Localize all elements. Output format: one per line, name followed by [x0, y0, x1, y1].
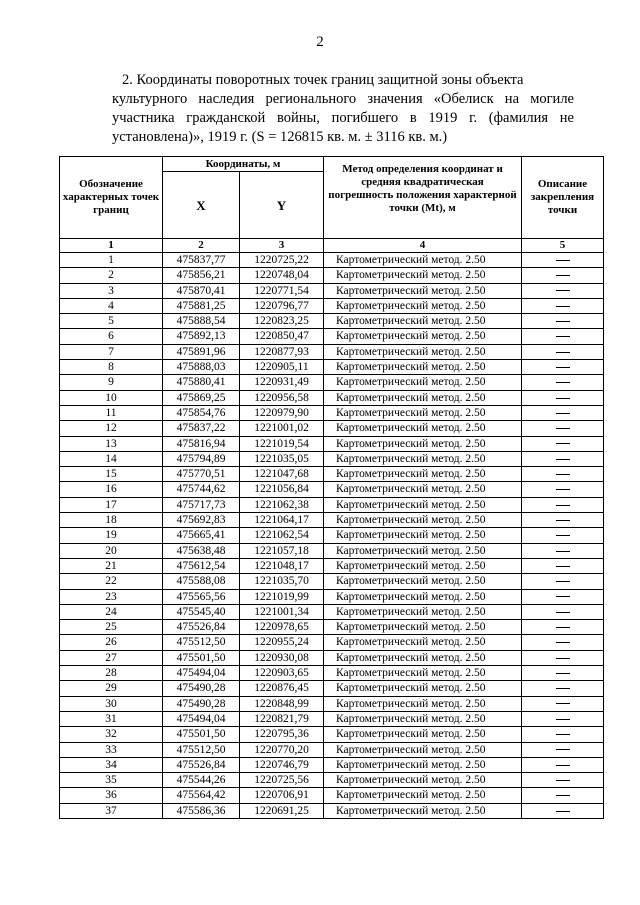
table-row — [60, 589, 604, 604]
dash-mark — [556, 398, 570, 399]
point-number-cell: 27 — [60, 650, 163, 665]
x-coordinate-cell: 475564,42 — [163, 788, 240, 803]
point-number-cell: 30 — [60, 696, 163, 711]
dash-mark — [556, 459, 570, 460]
index-cell: 4 — [324, 239, 522, 253]
y-coordinate-cell: 1221019,99 — [240, 589, 324, 604]
table-row — [60, 268, 604, 283]
header-y: Y — [240, 172, 324, 239]
point-number-cell: 32 — [60, 727, 163, 742]
table-row — [60, 696, 604, 711]
y-coordinate-cell: 1220725,22 — [240, 253, 324, 268]
point-number-cell: 15 — [60, 467, 163, 482]
point-number-cell: 28 — [60, 666, 163, 681]
y-coordinate-cell: 1221047,68 — [240, 467, 324, 482]
x-coordinate-cell: 475586,36 — [163, 803, 240, 818]
description-cell — [522, 513, 604, 528]
description-cell — [522, 283, 604, 298]
method-cell: Картометрический метод. 2.50 — [324, 421, 522, 436]
point-number-cell: 12 — [60, 421, 163, 436]
dash-mark — [556, 658, 570, 659]
y-coordinate-cell: 1220746,79 — [240, 757, 324, 772]
table-row — [60, 773, 604, 788]
description-cell — [522, 788, 604, 803]
y-coordinate-cell: 1220748,04 — [240, 268, 324, 283]
table-row — [60, 360, 604, 375]
description-cell — [522, 803, 604, 818]
y-coordinate-cell: 1221056,84 — [240, 482, 324, 497]
point-number-cell: 8 — [60, 360, 163, 375]
x-coordinate-cell: 475665,41 — [163, 528, 240, 543]
table-row — [60, 788, 604, 803]
description-cell — [522, 497, 604, 512]
point-number-cell: 18 — [60, 513, 163, 528]
x-coordinate-cell: 475880,41 — [163, 375, 240, 390]
table-row — [60, 283, 604, 298]
dash-mark — [556, 520, 570, 521]
y-coordinate-cell: 1220903,65 — [240, 666, 324, 681]
method-cell: Картометрический метод. 2.50 — [324, 650, 522, 665]
x-coordinate-cell: 475870,41 — [163, 283, 240, 298]
method-cell: Картометрический метод. 2.50 — [324, 589, 522, 604]
method-cell: Картометрический метод. 2.50 — [324, 329, 522, 344]
y-coordinate-cell: 1220796,77 — [240, 298, 324, 313]
dash-mark — [556, 581, 570, 582]
description-cell — [522, 421, 604, 436]
method-cell: Картометрический метод. 2.50 — [324, 482, 522, 497]
description-cell — [522, 650, 604, 665]
x-coordinate-cell: 475512,50 — [163, 742, 240, 757]
description-cell — [522, 589, 604, 604]
method-cell: Картометрический метод. 2.50 — [324, 253, 522, 268]
description-cell — [522, 528, 604, 543]
y-coordinate-cell: 1221062,38 — [240, 497, 324, 512]
dash-mark — [556, 703, 570, 704]
index-cell: 3 — [240, 239, 324, 253]
dash-mark — [556, 642, 570, 643]
dash-mark — [556, 811, 570, 812]
x-coordinate-cell: 475888,54 — [163, 314, 240, 329]
method-cell: Картометрический метод. 2.50 — [324, 574, 522, 589]
x-coordinate-cell: 475565,56 — [163, 589, 240, 604]
dash-mark — [556, 260, 570, 261]
dash-mark — [556, 306, 570, 307]
method-cell: Картометрический метод. 2.50 — [324, 344, 522, 359]
y-coordinate-cell: 1221035,70 — [240, 574, 324, 589]
header-method — [324, 157, 522, 239]
description-cell — [522, 757, 604, 772]
point-number-cell: 23 — [60, 589, 163, 604]
dash-mark — [556, 413, 570, 414]
description-cell — [522, 390, 604, 405]
table-row — [60, 344, 604, 359]
point-number-cell: 10 — [60, 390, 163, 405]
description-cell — [522, 558, 604, 573]
table-row — [60, 727, 604, 742]
description-cell — [522, 635, 604, 650]
table-row — [60, 436, 604, 451]
table-row — [60, 558, 604, 573]
method-cell: Картометрический метод. 2.50 — [324, 742, 522, 757]
table-row — [60, 666, 604, 681]
table-row — [60, 543, 604, 558]
dash-mark — [556, 566, 570, 567]
description-cell — [522, 574, 604, 589]
x-coordinate-cell: 475692,83 — [163, 513, 240, 528]
method-cell: Картометрический метод. 2.50 — [324, 711, 522, 726]
dash-mark — [556, 428, 570, 429]
method-cell: Картометрический метод. 2.50 — [324, 696, 522, 711]
dash-mark — [556, 443, 570, 444]
x-coordinate-cell: 475744,62 — [163, 482, 240, 497]
header-point: Обозначение характерных точек границ — [60, 157, 163, 239]
dash-mark — [556, 627, 570, 628]
point-number-cell: 13 — [60, 436, 163, 451]
y-coordinate-cell: 1220850,47 — [240, 329, 324, 344]
table-row — [60, 314, 604, 329]
description-cell — [522, 620, 604, 635]
description-cell — [522, 773, 604, 788]
table-row — [60, 620, 604, 635]
dash-mark — [556, 612, 570, 613]
y-coordinate-cell: 1220955,24 — [240, 635, 324, 650]
dash-mark — [556, 474, 570, 475]
description-cell — [522, 727, 604, 742]
dash-mark — [556, 275, 570, 276]
description-cell — [522, 436, 604, 451]
x-coordinate-cell: 475494,04 — [163, 666, 240, 681]
description-cell — [522, 711, 604, 726]
y-coordinate-cell: 1221064,17 — [240, 513, 324, 528]
table-row — [60, 482, 604, 497]
method-cell: Картометрический метод. 2.50 — [324, 757, 522, 772]
page-number: 2 — [316, 34, 324, 50]
method-cell: Картометрический метод. 2.50 — [324, 375, 522, 390]
dash-mark — [556, 596, 570, 597]
dash-mark — [556, 505, 570, 506]
x-coordinate-cell: 475494,04 — [163, 711, 240, 726]
x-coordinate-cell: 475881,25 — [163, 298, 240, 313]
header-desc: Описание закрепления точки — [522, 157, 604, 239]
dash-mark — [556, 290, 570, 291]
description-cell — [522, 543, 604, 558]
y-coordinate-cell: 1220979,90 — [240, 405, 324, 420]
x-coordinate-cell: 475717,73 — [163, 497, 240, 512]
point-number-cell: 1 — [60, 253, 163, 268]
method-cell: Картометрический метод. 2.50 — [324, 620, 522, 635]
method-cell: Картометрический метод. 2.50 — [324, 314, 522, 329]
description-cell — [522, 375, 604, 390]
point-number-cell: 24 — [60, 604, 163, 619]
dash-mark — [556, 673, 570, 674]
method-cell: Картометрический метод. 2.50 — [324, 360, 522, 375]
description-cell — [522, 253, 604, 268]
method-cell: Картометрический метод. 2.50 — [324, 727, 522, 742]
x-coordinate-cell: 475869,25 — [163, 390, 240, 405]
table-row — [60, 467, 604, 482]
dash-mark — [556, 795, 570, 796]
method-cell: Картометрический метод. 2.50 — [324, 436, 522, 451]
method-cell: Картометрический метод. 2.50 — [324, 635, 522, 650]
table-row — [60, 528, 604, 543]
x-coordinate-cell: 475892,13 — [163, 329, 240, 344]
point-number-cell: 22 — [60, 574, 163, 589]
heading-line-1: 2. Координаты поворотных точек границ защитной зоны объекта — [122, 72, 524, 88]
table-row — [60, 451, 604, 466]
point-number-cell: 3 — [60, 283, 163, 298]
dash-mark — [556, 352, 570, 353]
coordinates-table — [59, 156, 604, 819]
x-coordinate-cell: 475588,08 — [163, 574, 240, 589]
method-cell: Картометрический метод. 2.50 — [324, 283, 522, 298]
point-number-cell: 16 — [60, 482, 163, 497]
index-row — [60, 239, 604, 253]
dash-mark — [556, 719, 570, 720]
y-coordinate-cell: 1220848,99 — [240, 696, 324, 711]
x-coordinate-cell: 475526,84 — [163, 620, 240, 635]
method-cell: Картометрический метод. 2.50 — [324, 390, 522, 405]
point-number-cell: 5 — [60, 314, 163, 329]
y-coordinate-cell: 1220930,08 — [240, 650, 324, 665]
x-coordinate-cell: 475501,50 — [163, 650, 240, 665]
point-number-cell: 6 — [60, 329, 163, 344]
point-number-cell: 19 — [60, 528, 163, 543]
dash-mark — [556, 336, 570, 337]
index-cell: 5 — [522, 239, 604, 253]
table-row — [60, 803, 604, 818]
table-row — [60, 604, 604, 619]
y-coordinate-cell: 1220931,49 — [240, 375, 324, 390]
method-cell: Картометрический метод. 2.50 — [324, 405, 522, 420]
method-cell: Картометрический метод. 2.50 — [324, 773, 522, 788]
x-coordinate-cell: 475490,28 — [163, 696, 240, 711]
dash-mark — [556, 749, 570, 750]
y-coordinate-cell: 1220876,45 — [240, 681, 324, 696]
y-coordinate-cell: 1221062,54 — [240, 528, 324, 543]
point-number-cell: 7 — [60, 344, 163, 359]
y-coordinate-cell: 1220978,65 — [240, 620, 324, 635]
x-coordinate-cell: 475545,40 — [163, 604, 240, 619]
description-cell — [522, 681, 604, 696]
y-coordinate-cell: 1221048,17 — [240, 558, 324, 573]
x-coordinate-cell: 475490,28 — [163, 681, 240, 696]
method-cell: Картометрический метод. 2.50 — [324, 497, 522, 512]
point-number-cell: 4 — [60, 298, 163, 313]
description-cell — [522, 482, 604, 497]
header-coords: Координаты, м — [163, 157, 324, 172]
y-coordinate-cell: 1220795,36 — [240, 727, 324, 742]
y-coordinate-cell: 1220691,25 — [240, 803, 324, 818]
header-method-text: Метод определения координат и средняя квадратическая погрешность положения характерной точки (Mt), м — [328, 163, 517, 214]
x-coordinate-cell: 475837,77 — [163, 253, 240, 268]
point-number-cell: 26 — [60, 635, 163, 650]
table-row — [60, 421, 604, 436]
method-cell: Картометрический метод. 2.50 — [324, 513, 522, 528]
description-cell — [522, 329, 604, 344]
dash-mark — [556, 688, 570, 689]
y-coordinate-cell: 1220770,20 — [240, 742, 324, 757]
dash-mark — [556, 367, 570, 368]
y-coordinate-cell: 1220823,25 — [240, 314, 324, 329]
x-coordinate-cell: 475891,96 — [163, 344, 240, 359]
x-coordinate-cell: 475501,50 — [163, 727, 240, 742]
table-row — [60, 375, 604, 390]
y-coordinate-cell: 1220956,58 — [240, 390, 324, 405]
y-coordinate-cell: 1220771,54 — [240, 283, 324, 298]
table-row — [60, 742, 604, 757]
method-cell: Картометрический метод. 2.50 — [324, 268, 522, 283]
table-row — [60, 650, 604, 665]
method-cell: Картометрический метод. 2.50 — [324, 451, 522, 466]
method-cell: Картометрический метод. 2.50 — [324, 604, 522, 619]
description-cell — [522, 604, 604, 619]
y-coordinate-cell: 1220821,79 — [240, 711, 324, 726]
dash-mark — [556, 734, 570, 735]
index-cell: 2 — [163, 239, 240, 253]
dash-mark — [556, 765, 570, 766]
x-coordinate-cell: 475794,89 — [163, 451, 240, 466]
x-coordinate-cell: 475638,48 — [163, 543, 240, 558]
description-cell — [522, 405, 604, 420]
table-row — [60, 298, 604, 313]
table-row — [60, 513, 604, 528]
y-coordinate-cell: 1220877,93 — [240, 344, 324, 359]
method-cell: Картометрический метод. 2.50 — [324, 681, 522, 696]
description-cell — [522, 344, 604, 359]
description-cell — [522, 666, 604, 681]
description-cell — [522, 360, 604, 375]
dash-mark — [556, 489, 570, 490]
method-cell: Картометрический метод. 2.50 — [324, 788, 522, 803]
index-cell: 1 — [60, 239, 163, 253]
x-coordinate-cell: 475854,76 — [163, 405, 240, 420]
method-cell: Картометрический метод. 2.50 — [324, 528, 522, 543]
point-number-cell: 20 — [60, 543, 163, 558]
point-number-cell: 2 — [60, 268, 163, 283]
header-x: X — [163, 172, 240, 239]
description-cell — [522, 451, 604, 466]
table-row — [60, 497, 604, 512]
y-coordinate-cell: 1221019,54 — [240, 436, 324, 451]
table-row — [60, 405, 604, 420]
description-cell — [522, 696, 604, 711]
table-row — [60, 253, 604, 268]
dash-mark — [556, 551, 570, 552]
point-number-cell: 25 — [60, 620, 163, 635]
dash-mark — [556, 382, 570, 383]
method-cell: Картометрический метод. 2.50 — [324, 467, 522, 482]
document-heading — [112, 71, 574, 147]
point-number-cell: 36 — [60, 788, 163, 803]
y-coordinate-cell: 1220706,91 — [240, 788, 324, 803]
description-cell — [522, 742, 604, 757]
table-row — [60, 574, 604, 589]
table-row — [60, 635, 604, 650]
table-row — [60, 711, 604, 726]
x-coordinate-cell: 475770,51 — [163, 467, 240, 482]
x-coordinate-cell: 475612,54 — [163, 558, 240, 573]
point-number-cell: 21 — [60, 558, 163, 573]
point-number-cell: 29 — [60, 681, 163, 696]
dash-mark — [556, 535, 570, 536]
description-cell — [522, 314, 604, 329]
x-coordinate-cell: 475856,21 — [163, 268, 240, 283]
method-cell: Картометрический метод. 2.50 — [324, 666, 522, 681]
method-cell: Картометрический метод. 2.50 — [324, 558, 522, 573]
point-number-cell: 35 — [60, 773, 163, 788]
table-row — [60, 681, 604, 696]
y-coordinate-cell: 1221001,34 — [240, 604, 324, 619]
point-number-cell: 34 — [60, 757, 163, 772]
point-number-cell: 11 — [60, 405, 163, 420]
point-number-cell: 33 — [60, 742, 163, 757]
table-row — [60, 390, 604, 405]
x-coordinate-cell: 475816,94 — [163, 436, 240, 451]
y-coordinate-cell: 1221001,02 — [240, 421, 324, 436]
dash-mark — [556, 321, 570, 322]
table-row — [60, 329, 604, 344]
y-coordinate-cell: 1221035,05 — [240, 451, 324, 466]
description-cell — [522, 298, 604, 313]
point-number-cell: 17 — [60, 497, 163, 512]
y-coordinate-cell: 1221057,18 — [240, 543, 324, 558]
point-number-cell: 9 — [60, 375, 163, 390]
method-cell: Картометрический метод. 2.50 — [324, 298, 522, 313]
description-cell — [522, 467, 604, 482]
x-coordinate-cell: 475837,22 — [163, 421, 240, 436]
table-row — [60, 757, 604, 772]
x-coordinate-cell: 475544,26 — [163, 773, 240, 788]
dash-mark — [556, 780, 570, 781]
y-coordinate-cell: 1220725,56 — [240, 773, 324, 788]
x-coordinate-cell: 475888,03 — [163, 360, 240, 375]
description-cell — [522, 268, 604, 283]
x-coordinate-cell: 475526,84 — [163, 757, 240, 772]
method-cell: Картометрический метод. 2.50 — [324, 803, 522, 818]
heading-rest: культурного наследия регионального значения «Обелиск на могиле участника гражданской войны, погибшего в 1919 г. (фамилия не установлена)», 1919 г. (S = 126815 кв. м. ± 3116 кв. м.) — [112, 91, 574, 145]
point-number-cell: 31 — [60, 711, 163, 726]
point-number-cell: 14 — [60, 451, 163, 466]
y-coordinate-cell: 1220905,11 — [240, 360, 324, 375]
x-coordinate-cell: 475512,50 — [163, 635, 240, 650]
point-number-cell: 37 — [60, 803, 163, 818]
method-cell: Картометрический метод. 2.50 — [324, 543, 522, 558]
